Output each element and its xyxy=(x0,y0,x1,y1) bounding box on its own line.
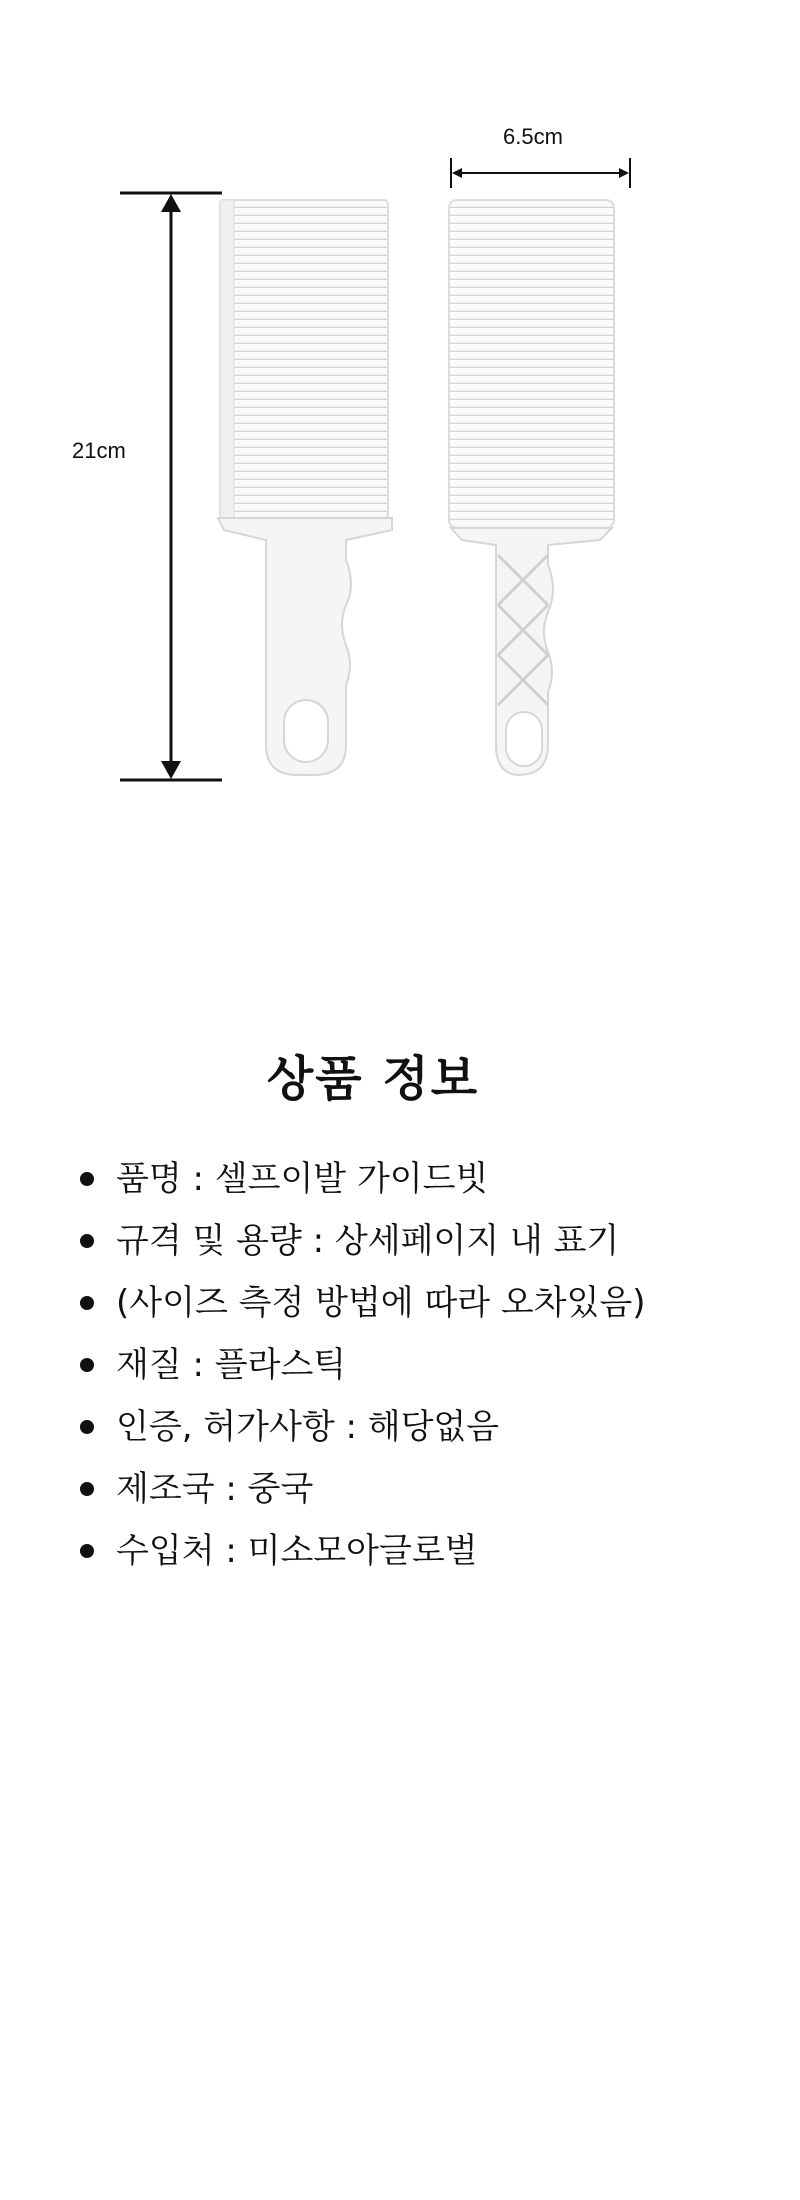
bullet-icon xyxy=(80,1420,94,1434)
list-item-text: 제조국 : 중국 xyxy=(116,1469,314,1509)
list-item xyxy=(78,1210,646,1272)
bullet-icon xyxy=(80,1172,94,1186)
list-item-text: 품명 : 셀프이발 가이드빗 xyxy=(116,1159,489,1199)
list-item-text: (사이즈 측정 방법에 따라 오차있음) xyxy=(116,1283,646,1323)
bullet-icon xyxy=(80,1482,94,1496)
bullet-icon xyxy=(80,1544,94,1558)
width-dimension-marker xyxy=(451,158,630,188)
list-item xyxy=(78,1272,646,1334)
product-info-title: 상품 정보 xyxy=(266,1051,480,1107)
comb-back-view xyxy=(449,200,614,775)
list-item-text: 수입처 : 미소모아글로벌 xyxy=(116,1531,478,1571)
list-item xyxy=(78,1458,646,1520)
bullet-icon xyxy=(80,1296,94,1310)
list-item-text: 인증, 허가사항 : 해당없음 xyxy=(116,1407,500,1447)
list-item xyxy=(78,1396,646,1458)
comb-size-illustration xyxy=(0,0,800,820)
bullet-icon xyxy=(80,1234,94,1248)
list-item-text: 규격 및 용량 : 상세페이지 내 표기 xyxy=(116,1221,620,1261)
list-item xyxy=(78,1334,646,1396)
height-label: 21cm xyxy=(72,438,126,463)
list-item-text: 재질 : 플라스틱 xyxy=(116,1345,347,1385)
height-dimension-marker xyxy=(120,193,222,780)
list-item xyxy=(78,1148,646,1210)
width-label: 6.5cm xyxy=(503,124,563,149)
comb-front-view xyxy=(218,200,392,775)
product-info-list xyxy=(78,1148,646,1582)
list-item xyxy=(78,1520,646,1582)
bullet-icon xyxy=(80,1358,94,1372)
